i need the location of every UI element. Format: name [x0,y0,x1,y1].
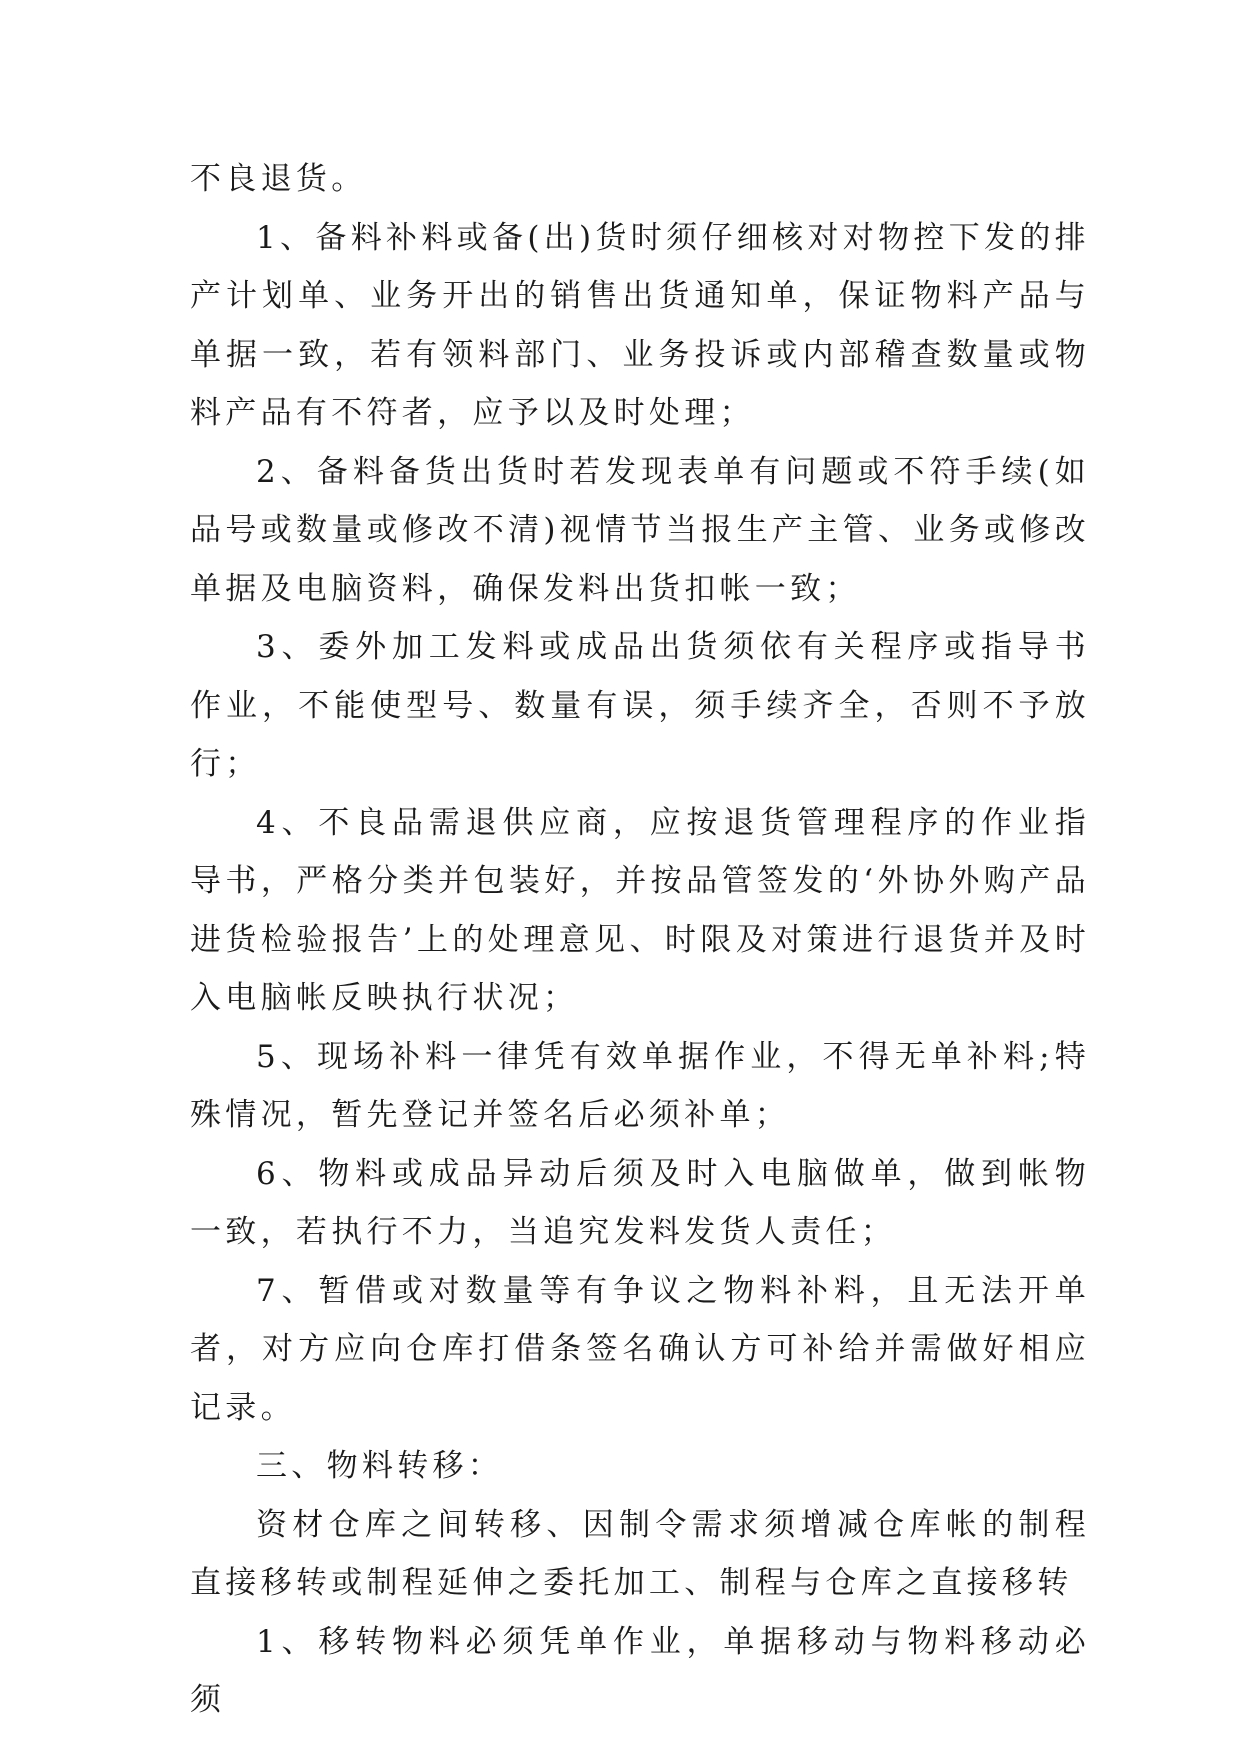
paragraph-transfer-item-1: 1、移转物料必须凭单作业，单据移动与物料移动必须 [190,1623,1090,1718]
paragraph-item-2: 2、备料备货出货时若发现表单有问题或不符手续(如品号或数量或修改不清)视情节当报生产主管、业务或修改单据及电脑资料，确保发料出货扣帐一致； [190,453,1090,607]
paragraph-item-6: 6、物料或成品异动后须及时入电脑做单，做到帐物一致，若执行不力，当追究发料发货人责任； [190,1155,1090,1250]
paragraph-transfer-scope: 资材仓库之间转移、因制令需求须增减仓库帐的制程直接移转或制程延伸之委托加工、制程与仓库之直接移转 [190,1506,1090,1601]
paragraph-item-1: 1、备料补料或备(出)货时须仔细核对对物控下发的排产计划单、业务开出的销售出货通知单，保证物料产品与单据一致，若有领料部门、业务投诉或内部稽查数量或物料产品有不符者，应予以及时处理； [190,219,1090,431]
paragraph-item-3: 3、委外加工发料或成品出货须依有关程序或指导书作业，不能使型号、数量有误，须手续齐全，否则不予放行； [190,629,1090,782]
document-body [190,150,1090,1730]
paragraph-item-4: 4、不良品需退供应商，应按退货管理程序的作业指导书，严格分类并包装好，并按品管签发的‘外协外购产品进货检验报告’上的处理意见、时限及对策进行退货并及时入电脑帐反映执行状况； [190,804,1090,1016]
paragraph-item-5: 5、现场补料一律凭有效单据作业，不得无单补料;特殊情况，暂先登记并签名后必须补单； [190,1038,1090,1133]
paragraph-continuation: 不良退货。 [190,161,367,197]
section-heading-material-transfer: 三、物料转移： [256,1448,504,1484]
paragraph-item-7: 7、暂借或对数量等有争议之物料补料，且无法开单者，对方应向仓库打借条签名确认方可补给并需做好相应记录。 [190,1272,1090,1426]
